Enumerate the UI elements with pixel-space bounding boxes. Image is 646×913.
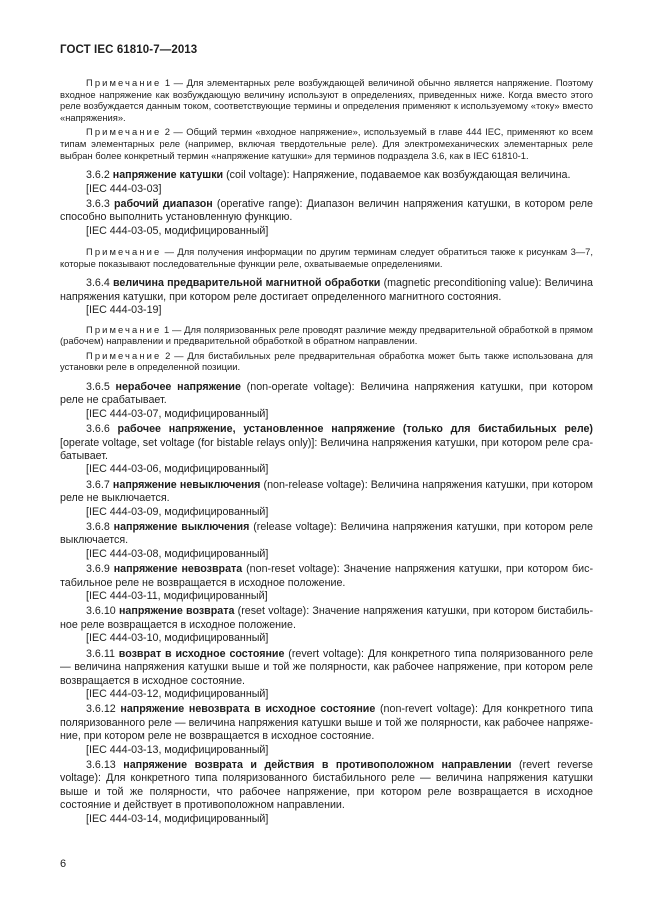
- note-2: [60, 126, 593, 161]
- term-number: 3.6.7: [86, 478, 113, 491]
- term-reference: [IEC 444-03-09, модифицированный]: [86, 505, 269, 518]
- term-definition: (non-operate voltage): Величина напряжения катушки, при котором реле не срабатывает.: [60, 380, 594, 407]
- term-definition: (coil voltage): Напряжение, подаваемое как возбуждающая величина.: [223, 169, 571, 182]
- note-text: 2 — Для бистабильных реле предварительная обработка может быть также использована для установки реле в определенной позиции.: [60, 349, 593, 373]
- term-name: напряжение выключения: [113, 521, 250, 534]
- term-name: рабочий диапазон: [113, 197, 213, 210]
- term-reference: [IEC 444-03-12, модифицированный]: [86, 687, 269, 700]
- note-text: 1 — Для поляризованных реле проводят различие между предварительной обработкой в прямом (рабочем) направлении и предварительной обработкой в обратном направлении.: [60, 323, 593, 347]
- term-definition: (non-revert voltage): Для конкретного типа поляризованного реле — величина напряжения катушки выше и той же полярности, как рабочее напряжение, при котором реле не возвращается в исходное состояние.: [60, 703, 593, 743]
- term-reference: [IEC 444-03-11, модифицированный]: [86, 590, 268, 603]
- term-3-6-9: [60, 563, 593, 590]
- term-number: 3.6.12: [86, 703, 121, 716]
- term-name: возврат в исходное состояние: [118, 647, 285, 660]
- term-number: 3.6.8: [86, 521, 114, 534]
- term-reference: [IEC 444-03-19]: [86, 304, 162, 317]
- term-definition: (non-reset voltage): Значение напряжения катушки, при котором бистабильное реле не возвращается в исходное положение.: [60, 563, 593, 589]
- note-text: — Для получения информации по другим терминам следует обратиться также к рисункам 3—7, которые показывают последовательные функции реле, охватываемые определениями.: [60, 246, 593, 269]
- note-text: 1 — Для элементарных реле возбуждающей величиной обычно является напряжение. Поэтому входное напряжение как возбуждающую величину используют в определениях, приведенных ниже. Когда вместо этого реле возбуждается данным током, соответствующие термины и определения применяют к используемому «току» вместо «напряжения».: [60, 77, 593, 123]
- term-reference: [IEC 444-03-10, модифицированный]: [86, 632, 269, 645]
- term-name: напряжение возврата и действия в противоположном направлении: [123, 758, 512, 771]
- term-reference: [IEC 444-03-13, модифицированный]: [86, 743, 269, 756]
- term-name: рабочее напряжение, установленное напряжение (только для бистабильных реле): [117, 423, 593, 436]
- term-number: 3.6.13: [86, 758, 124, 771]
- term-3-6-6: [60, 423, 593, 463]
- term-3-6-5: [60, 381, 593, 408]
- term-number: 3.6.9: [86, 563, 114, 576]
- term-3-6-10: [60, 605, 593, 632]
- term-name: напряжение катушки: [112, 169, 224, 182]
- term-definition: [operate voltage, set voltage (for bistable relays only)]: Величина напряжения катушки, при котором реле срабатывает.: [60, 436, 593, 462]
- term-reference: [IEC 444-03-05, модифицированный]: [86, 224, 269, 237]
- term-3-6-3: [60, 198, 593, 225]
- term-3-6-4: [60, 277, 593, 304]
- term-name: величина предварительной магнитной обработки: [112, 277, 381, 290]
- term-reference: [IEC 444-03-07, модифицированный]: [86, 407, 269, 420]
- term-definition: (non-release voltage): Величина напряжения катушки, при котором реле не выключается.: [60, 478, 593, 505]
- term-name: напряжение невозврата в исходное состояние: [120, 703, 376, 716]
- term-definition: (revert reverse voltage): Для конкретного типа поляризованного бистабильного реле — величина напряжения катушки выше и той же полярности, что рабочее напряжение, при котором реле возвращается в исходное состояние и действует в противоположном направлении.: [60, 758, 593, 812]
- term-name: напряжение невозврата: [113, 563, 243, 576]
- term-definition: (reset voltage): Значение напряжения катушки, при котором бистабильное реле возвращается в исходное положение.: [60, 605, 593, 631]
- term-name: напряжение возврата: [118, 605, 235, 618]
- term-3-6-8: [60, 521, 593, 548]
- note-label: Примечание: [86, 126, 162, 138]
- term-3-6-13: [60, 759, 593, 813]
- term-definition: (revert voltage): Для конкретного типа поляризованного реле — величина напряжения катушки выше и той же полярности, как рабочее напряжение, при котором реле возвращается в исходное состояние.: [60, 647, 594, 687]
- term-name: напряжение невыключения: [112, 478, 261, 491]
- note-label: Примечание: [86, 246, 162, 258]
- term-definition: (release voltage): Величина напряжения катушки, при котором реле выключается.: [60, 521, 593, 547]
- term-reference: [IEC 444-03-03]: [86, 182, 162, 195]
- note-1: [60, 77, 593, 123]
- term-3-6-12: [60, 703, 593, 743]
- term-number: 3.6.11: [86, 647, 119, 660]
- note-364-2: [60, 350, 593, 373]
- term-3-6-11: [60, 648, 593, 688]
- term-3-6-7: [60, 479, 593, 506]
- term-reference: [IEC 444-03-08, модифицированный]: [86, 547, 269, 560]
- document-body: [60, 77, 593, 828]
- page-number: 6: [60, 858, 67, 870]
- term-definition: (operative range): Диапазон величин напряжения катушки, в котором реле способно выполнить установленную функцию.: [60, 197, 593, 224]
- term-definition: (magnetic preconditioning value): Величина напряжения катушки, при котором реле достигает определенного магнитного состояния.: [60, 277, 593, 303]
- term-number: 3.6.2: [86, 169, 113, 182]
- term-reference: [IEC 444-03-06, модифицированный]: [86, 463, 269, 476]
- note-364-1: [60, 324, 593, 347]
- term-number: 3.6.5: [86, 380, 116, 393]
- term-number: 3.6.4: [86, 277, 113, 290]
- document-header: ГОСТ IEC 61810-7—2013: [60, 44, 198, 56]
- note-label: Примечание: [86, 349, 162, 361]
- term-number: 3.6.6: [86, 423, 118, 436]
- term-name: нерабочее напряжение: [115, 380, 241, 393]
- note-label: Примечание: [86, 77, 162, 88]
- term-number: 3.6.3: [86, 197, 114, 210]
- note-text: 2 — Общий термин «входное напряжение», используемый в главе 444 IEC, применяют ко всем типам элементарных реле (например, включая твердотельные реле). Для электромеханических элементарных реле выбран более конкретный термин «напряжение катушки» для терминов подраздела 3.6, как в IEC 61810-1.: [60, 126, 593, 161]
- term-number: 3.6.10: [86, 605, 119, 618]
- term-reference: [IEC 444-03-14, модифицированный]: [86, 812, 269, 825]
- term-3-6-2: [60, 169, 593, 182]
- note-mid: [60, 246, 593, 269]
- note-label: Примечание: [86, 323, 162, 335]
